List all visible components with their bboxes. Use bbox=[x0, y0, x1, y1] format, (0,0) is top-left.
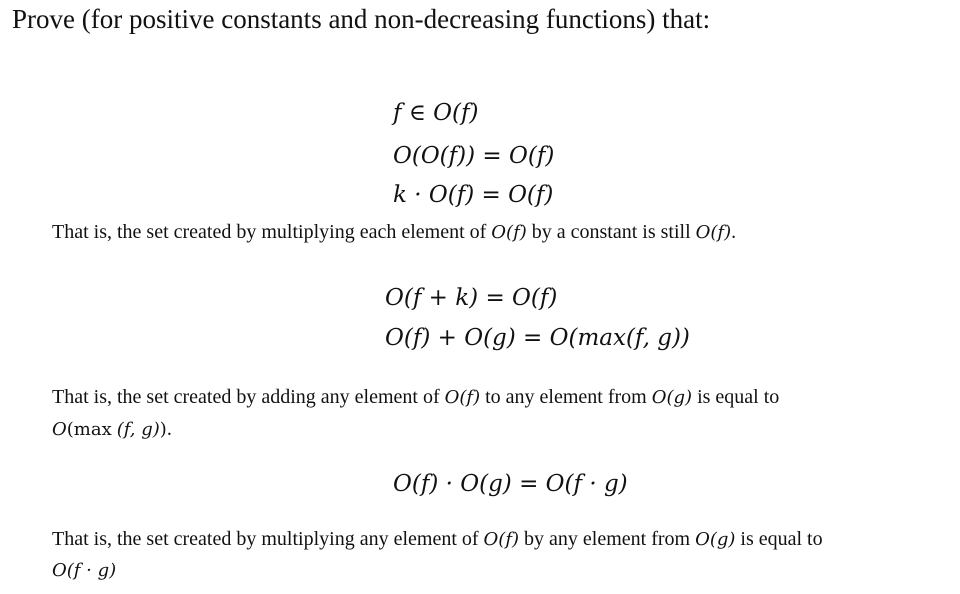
paragraph-sum-line-1 bbox=[52, 384, 779, 411]
equation-O-f-times-O-g: O(f) · O(g) = O(f · g) bbox=[393, 471, 628, 497]
math-O: O bbox=[52, 419, 67, 440]
paragraph-text: That is, the set created by multiplying any element of bbox=[52, 528, 484, 550]
paragraph-text: That is, the set created by multiplying each element of bbox=[52, 221, 492, 243]
paragraph-constant-multiple bbox=[52, 219, 736, 246]
paragraph-product-line-1 bbox=[52, 526, 823, 553]
paragraph-text: by a constant is still bbox=[526, 221, 696, 243]
math-O-g: O(g) bbox=[695, 529, 736, 550]
math-paren: ( bbox=[66, 419, 74, 440]
math-max: max bbox=[73, 419, 112, 440]
math-paren: ) bbox=[159, 419, 167, 440]
paragraph-text: to any element from bbox=[480, 386, 652, 408]
equation-O-f-plus-O-g: O(f) + O(g) = O(max(f, g)) bbox=[385, 325, 690, 351]
math-O-f-times-g: O(f · g) bbox=[52, 560, 117, 581]
math-O-f: O(f) bbox=[491, 222, 527, 243]
paragraph-text: by any element from bbox=[519, 528, 696, 550]
math-O-f: O(f) bbox=[444, 387, 481, 408]
paragraph-text: is equal to bbox=[735, 528, 823, 550]
math-O-g: O(g) bbox=[651, 387, 693, 408]
problem-heading: Prove (for positive constants and non-decreasing functions) that: bbox=[12, 4, 711, 34]
paragraph-text: is equal to bbox=[692, 386, 780, 408]
paragraph-product-line-2 bbox=[52, 557, 116, 584]
math-args: (f, g) bbox=[116, 419, 160, 440]
equation-k-times-O-f: k · O(f) = O(f) bbox=[393, 182, 554, 208]
paragraph-text: . bbox=[731, 221, 737, 243]
math-O-f: O(f) bbox=[483, 529, 520, 550]
equation-f-in-O-f: f ∈ O(f) bbox=[393, 100, 479, 126]
equation-O-f-plus-k: O(f + k) = O(f) bbox=[385, 285, 558, 311]
math-O-f: O(f) bbox=[695, 222, 732, 243]
paragraph-sum-line-2 bbox=[52, 416, 172, 443]
equation-O-O-f: O(O(f)) = O(f) bbox=[393, 143, 555, 169]
paragraph-text: That is, the set created by adding any element of bbox=[52, 386, 445, 408]
paragraph-text: . bbox=[166, 418, 172, 440]
